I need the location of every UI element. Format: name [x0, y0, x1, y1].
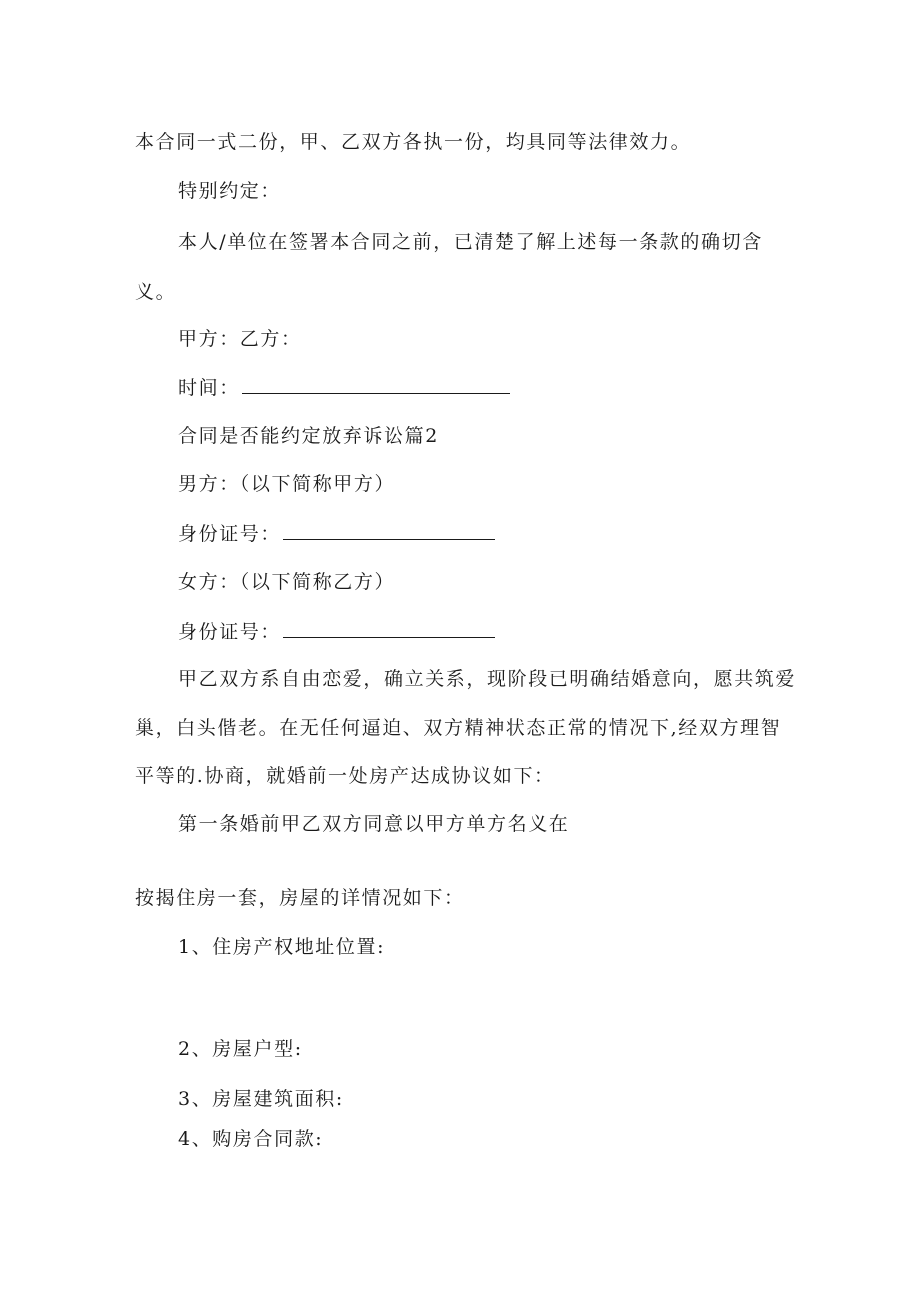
date-label: 时间：	[178, 377, 240, 399]
female-party-label: 女方：（以下简称乙方）	[178, 571, 396, 593]
article-one-line2: 按揭住房一套，房屋的详情况如下：	[135, 887, 465, 909]
paragraph-agreement-line3: 平等的.协商，就婚前一处房产达成协议如下：	[135, 765, 555, 787]
party-a-b-label: 甲方：乙方：	[178, 328, 302, 350]
female-id-field	[178, 619, 495, 644]
section-title: 合同是否能约定放弃诉讼篇2	[178, 425, 439, 447]
female-id-blank	[283, 619, 495, 638]
female-id-label: 身份证号：	[178, 621, 282, 643]
item-contract-price: 4、购房合同款:	[178, 1128, 324, 1150]
male-id-label: 身份证号：	[178, 523, 282, 545]
item-layout: 2、房屋户型:	[178, 1038, 303, 1060]
paragraph-understanding-line1: 本人/单位在签署本合同之前，已清楚了解上述每一条款的确切含	[178, 231, 763, 253]
male-id-blank	[283, 521, 495, 540]
paragraph-copies: 本合同一式二份，甲、乙双方各执一份，均具同等法律效力。	[135, 131, 692, 153]
date-blank	[242, 375, 510, 394]
special-agreement-heading: 特别约定：	[178, 180, 282, 202]
date-field	[178, 375, 510, 400]
paragraph-agreement-line1: 甲乙双方系自由恋爱，确立关系，现阶段已明确结婚意向，愿共筑爱	[178, 668, 797, 690]
item-area: 3、房屋建筑面积:	[178, 1088, 344, 1110]
paragraph-agreement-line2: 巢，白头偕老。在无任何逼迫、双方精神状态正常的情况下,经双方理智	[135, 717, 782, 739]
male-id-field	[178, 521, 495, 546]
item-address: 1、住房产权地址位置:	[178, 936, 386, 958]
male-party-label: 男方：（以下简称甲方）	[178, 473, 396, 495]
article-one-line1: 第一条婚前甲乙双方同意以甲方单方名义在	[178, 813, 570, 835]
paragraph-understanding-line2: 义。	[135, 281, 177, 303]
